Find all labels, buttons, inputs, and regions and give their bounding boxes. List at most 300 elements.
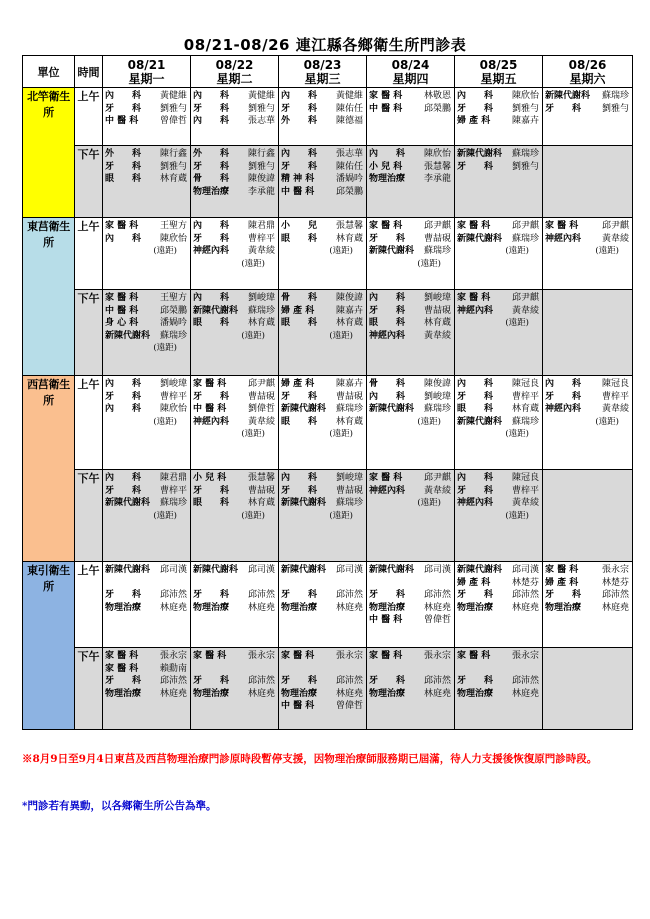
schedule-row-pm <box>23 146 633 218</box>
doctor-name: 蘇瑞珍 <box>511 416 539 427</box>
clinic-entry <box>105 485 187 498</box>
clinic-entry <box>281 589 363 602</box>
clinic-entry <box>105 403 187 416</box>
doctor-name: 邱司漢 <box>247 565 275 575</box>
doctor-name: 張志華 <box>247 116 275 126</box>
clinic-entry <box>369 161 451 174</box>
doctor-name: 曹喆硯 <box>335 485 363 496</box>
department: 婦 產 科 <box>281 305 315 316</box>
clinic-entry <box>193 103 275 116</box>
clinic-entry <box>105 292 187 305</box>
schedule-cell <box>543 562 633 648</box>
doctor-name: 張永宗 <box>423 651 451 661</box>
remote-note: (遠距) <box>505 510 529 521</box>
clinic-entry <box>193 90 275 103</box>
doctor-name: 陳欣怡 <box>423 149 451 159</box>
department: 新陳代謝科 <box>281 404 327 414</box>
department: 牙 科 <box>281 590 318 600</box>
department: 內 科 <box>369 391 406 402</box>
schedule-row-pm <box>23 470 633 562</box>
clinic-entry <box>193 564 275 577</box>
schedule-cell <box>455 562 543 648</box>
clinic-entry <box>369 403 451 416</box>
department: 牙 科 <box>105 485 142 496</box>
doctor-name: 張永宗 <box>159 651 187 661</box>
schedule-cell <box>367 470 455 562</box>
doctor-name: 林楚芬 <box>601 577 629 588</box>
clinic-entry <box>105 103 187 116</box>
remote-note: (遠距) <box>241 510 265 521</box>
doctor-name: 劉雅勻 <box>159 103 187 114</box>
department: 物理治療 <box>281 602 318 613</box>
schedule-cell <box>543 470 633 562</box>
doctor-name: 李承龍 <box>423 174 451 184</box>
department: 家 醫 科 <box>369 91 403 101</box>
department: 小 兒 科 <box>193 473 227 483</box>
clinic-entry <box>105 115 187 128</box>
doctor-name: 邱沛然 <box>335 676 363 686</box>
doctor-name: 劉峻瑋 <box>247 293 275 303</box>
department: 牙 科 <box>457 590 494 600</box>
department: 牙 科 <box>193 391 230 402</box>
clinic-entry <box>457 497 539 510</box>
remote-note: (遠距) <box>329 429 353 439</box>
clinic-entry <box>281 391 363 404</box>
clinic-entry <box>369 614 451 627</box>
doctor-name: 劉峻瑋 <box>335 473 363 483</box>
period-label: 上午 <box>75 562 103 648</box>
clinic-entry <box>193 416 275 429</box>
department: 家 醫 科 <box>193 651 227 661</box>
doctor-name: 林育蔵 <box>511 404 539 414</box>
department: 內 科 <box>193 91 230 101</box>
department: 牙 科 <box>193 103 230 114</box>
clinic-entry <box>281 220 363 233</box>
doctor-name: 林庭堯 <box>423 602 451 613</box>
schedule-cell <box>455 88 543 146</box>
schedule-cell <box>191 562 279 648</box>
department: 神經內科 <box>193 416 230 427</box>
doctor-name: 邱沛然 <box>601 590 629 600</box>
department: 中 醫 科 <box>105 305 139 316</box>
clinic-entry <box>105 650 187 663</box>
clinic-entry <box>281 663 363 676</box>
doctor-name: 蘇瑞珍 <box>423 404 451 414</box>
schedule-row-am <box>23 218 633 290</box>
clinic-entry <box>369 602 451 615</box>
day-header: 08/26 星期六 <box>543 56 633 88</box>
clinic-entry <box>457 663 539 676</box>
doctor-name: 黃韋綾 <box>511 498 539 508</box>
clinic-entry <box>369 103 451 116</box>
department: 新陳代謝科 <box>281 498 327 508</box>
schedule-cell <box>455 376 543 470</box>
doctor-name: 林楚芬 <box>511 577 539 588</box>
clinic-entry <box>281 472 363 485</box>
department: 內 科 <box>281 473 318 483</box>
clinic-entry <box>545 378 629 391</box>
department: 內 科 <box>457 379 494 389</box>
department: 內 科 <box>105 404 142 414</box>
doctor-name: 陳欣怡 <box>511 91 539 101</box>
doctor-name: 邱榮鵬 <box>335 186 363 197</box>
doctor-name: 邱司漢 <box>511 565 539 575</box>
department: 牙 科 <box>193 161 230 172</box>
department: 神經內科 <box>193 246 230 256</box>
clinic-entry <box>281 403 363 416</box>
clinic-entry <box>369 589 451 602</box>
clinic-entry <box>281 675 363 688</box>
day-header: 08/21 星期一 <box>103 56 191 88</box>
clinic-entry <box>545 602 629 615</box>
department: 牙 科 <box>193 233 230 244</box>
clinic-schedule-table <box>22 55 633 730</box>
department: 家 醫 科 <box>457 651 491 661</box>
notice-physio-suspension: ※8月9日至9月4日東莒及西莒物理治療門診原時段暫停支援，因物理治療師服務期已屆滿，待人力支援後恢復原門診時段。 <box>22 753 598 765</box>
clinic-entry <box>457 564 539 577</box>
doctor-name: 邱榮鵬 <box>159 305 187 316</box>
clinic-entry <box>105 391 187 404</box>
department: 內 科 <box>193 293 230 303</box>
doctor-name: 劉雅勻 <box>247 103 275 114</box>
clinic-entry <box>369 148 451 161</box>
doctor-name: 黃韋綾 <box>601 233 629 244</box>
doctor-name: 王聖方 <box>159 293 187 303</box>
department: 神經內科 <box>369 485 406 496</box>
schedule-row-pm <box>23 290 633 376</box>
doctor-name: 邱沛然 <box>335 590 363 600</box>
clinic-entry <box>193 472 275 485</box>
clinic-entry <box>105 472 187 485</box>
unit-header: 單位 <box>23 56 75 88</box>
department: 牙 科 <box>105 161 142 172</box>
department: 新陳代謝科 <box>369 246 415 256</box>
doctor-name: 陳君鼎 <box>247 221 275 231</box>
department: 牙 科 <box>105 676 142 686</box>
clinic-name: 北竿衛生所 <box>23 88 75 218</box>
department: 牙 科 <box>281 103 318 114</box>
clinic-entry <box>457 391 539 404</box>
department: 家 醫 科 <box>105 293 139 303</box>
schedule-cell <box>543 376 633 470</box>
clinic-entry <box>545 103 629 116</box>
header-row <box>23 56 633 88</box>
department: 神經內科 <box>545 233 582 244</box>
doctor-name: 邱尹麒 <box>511 293 539 303</box>
period-label: 下午 <box>75 290 103 376</box>
clinic-entry <box>369 688 451 701</box>
clinic-entry <box>545 233 629 246</box>
doctor-name: 林庭堯 <box>247 602 275 613</box>
department: 中 醫 科 <box>105 116 139 126</box>
department: 小 兒 <box>281 221 318 231</box>
doctor-name: 劉雅勻 <box>159 161 187 172</box>
doctor-name: 陳君鼎 <box>159 473 187 483</box>
doctor-name: 黃健維 <box>335 91 363 101</box>
remote-note: (遠距) <box>595 246 619 256</box>
doctor-name: 邱尹麒 <box>423 473 451 483</box>
doctor-name: 陳嘉卉 <box>335 305 363 316</box>
department: 中 醫 科 <box>281 186 315 197</box>
time-header: 時間 <box>75 56 103 88</box>
clinic-entry <box>281 173 363 186</box>
doctor-name: 陳冠良 <box>601 379 629 389</box>
clinic-entry <box>369 675 451 688</box>
remote-note: (遠距) <box>153 246 177 256</box>
doctor-name: 林育蔵 <box>335 318 363 328</box>
doctor-name: 邱尹麒 <box>247 379 275 389</box>
department: 新陳代謝科 <box>193 565 239 575</box>
clinic-entry <box>457 90 539 103</box>
clinic-entry <box>193 305 275 318</box>
department: 牙 科 <box>281 485 318 496</box>
doctor-name: 曹梓平 <box>601 391 629 402</box>
schedule-cell <box>103 290 191 376</box>
department: 內 科 <box>105 233 142 244</box>
doctor-name: 劉雅勻 <box>511 161 539 172</box>
department: 家 醫 科 <box>545 221 579 231</box>
schedule-cell <box>367 376 455 470</box>
clinic-entry <box>105 564 187 577</box>
doctor-name: 劉峻瑋 <box>423 391 451 402</box>
schedule-cell <box>367 88 455 146</box>
schedule-cell <box>367 290 455 376</box>
doctor-name: 曾偉哲 <box>159 116 187 126</box>
doctor-name: 張志華 <box>335 149 363 159</box>
page-title: 08/21-08/26 連江縣各鄉衛生所門診表 <box>183 36 467 54</box>
clinic-entry <box>369 317 451 330</box>
department: 新陳代謝科 <box>105 330 151 341</box>
schedule-row-pm <box>23 648 633 730</box>
clinic-entry <box>369 245 451 258</box>
department: 牙 科 <box>193 485 230 496</box>
doctor-name: 劉雅勻 <box>247 161 275 172</box>
doctor-name: 曹喆硯 <box>423 305 451 316</box>
doctor-name: 陳嘉卉 <box>335 379 363 389</box>
department: 家 醫 科 <box>105 663 139 674</box>
remote-note: (遠距) <box>329 510 353 521</box>
department: 新陳代謝科 <box>457 565 503 575</box>
clinic-entry <box>545 391 629 404</box>
doctor-name: 張永宗 <box>335 651 363 661</box>
schedule-cell <box>103 376 191 470</box>
schedule-cell <box>367 146 455 218</box>
doctor-name: 陳佑任 <box>335 103 363 114</box>
clinic-entry <box>369 485 451 498</box>
department: 物理治療 <box>193 602 230 613</box>
schedule-cell <box>367 562 455 648</box>
department: 牙 科 <box>457 676 494 686</box>
clinic-entry <box>105 497 187 510</box>
doctor-name: 邱尹麒 <box>601 221 629 231</box>
doctor-name: 林育蔵 <box>247 318 275 328</box>
clinic-entry <box>545 403 629 416</box>
schedule-cell <box>103 648 191 730</box>
day-header: 08/22 星期二 <box>191 56 279 88</box>
department: 眼 科 <box>281 416 318 427</box>
clinic-entry <box>105 602 187 615</box>
doctor-name: 林育蔵 <box>159 174 187 184</box>
schedule-cell <box>279 562 367 648</box>
clinic-entry <box>193 497 275 510</box>
clinic-entry <box>457 103 539 116</box>
department: 牙 科 <box>545 391 582 402</box>
department: 家 醫 科 <box>281 651 315 661</box>
department: 家 醫 科 <box>193 379 227 389</box>
doctor-name: 陳俊諱 <box>335 293 363 303</box>
clinic-entry <box>545 90 629 103</box>
clinic-entry <box>281 305 363 318</box>
department: 中 醫 科 <box>281 701 315 711</box>
clinic-entry <box>193 115 275 128</box>
department: 婦 產 科 <box>457 577 491 588</box>
department: 家 醫 科 <box>457 221 491 231</box>
doctor-name: 黃韋綾 <box>247 246 275 256</box>
clinic-entry <box>457 305 539 318</box>
doctor-name: 蘇瑞珍 <box>159 498 187 508</box>
clinic-entry <box>457 220 539 233</box>
clinic-entry <box>105 90 187 103</box>
doctor-name: 陳德福 <box>335 116 363 126</box>
remote-note: (遠距) <box>153 416 177 427</box>
schedule-cell <box>367 648 455 730</box>
department: 家 醫 科 <box>105 221 139 231</box>
clinic-entry <box>105 161 187 174</box>
doctor-name: 林庭堯 <box>511 688 539 699</box>
period-label: 上午 <box>75 218 103 290</box>
doctor-name: 邱沛然 <box>423 590 451 600</box>
clinic-entry <box>369 577 451 590</box>
department: 內 科 <box>281 91 318 101</box>
department: 牙 科 <box>457 161 494 172</box>
department: 牙 科 <box>369 676 406 686</box>
clinic-entry <box>193 378 275 391</box>
clinic-entry <box>457 688 539 701</box>
doctor-name: 邱沛然 <box>423 676 451 686</box>
clinic-entry <box>193 485 275 498</box>
department: 骨 科 <box>369 379 406 389</box>
clinic-entry <box>281 650 363 663</box>
schedule-cell <box>543 218 633 290</box>
doctor-name: 王聖方 <box>159 221 187 231</box>
department: 內 科 <box>105 379 142 389</box>
clinic-entry <box>281 564 363 577</box>
clinic-entry <box>545 589 629 602</box>
department: 內 科 <box>369 149 406 159</box>
department: 新陳代謝科 <box>457 416 503 427</box>
clinic-entry <box>457 292 539 305</box>
schedule-cell <box>279 290 367 376</box>
clinic-entry <box>193 148 275 161</box>
department: 牙 科 <box>457 485 494 496</box>
clinic-entry <box>281 602 363 615</box>
department: 牙 科 <box>369 305 406 316</box>
doctor-name: 曹喆硯 <box>247 391 275 402</box>
department: 眼 科 <box>457 404 494 414</box>
clinic-entry <box>369 330 451 343</box>
doctor-name: 陳欣怡 <box>159 404 187 414</box>
schedule-cell <box>191 290 279 376</box>
department: 牙 科 <box>457 103 494 114</box>
period-label: 上午 <box>75 376 103 470</box>
department: 外 科 <box>105 149 142 159</box>
doctor-name: 曾偉哲 <box>423 615 451 625</box>
department: 物理治療 <box>105 602 142 613</box>
doctor-name: 張永宗 <box>511 651 539 661</box>
doctor-name: 陳佑任 <box>335 161 363 172</box>
period-label: 下午 <box>75 146 103 218</box>
clinic-name: 東引衛生所 <box>23 562 75 730</box>
department: 家 醫 科 <box>457 293 491 303</box>
clinic-entry <box>193 391 275 404</box>
department: 物理治療 <box>193 688 230 699</box>
department: 物理治療 <box>457 688 494 699</box>
remote-note: (遠距) <box>153 510 177 521</box>
doctor-name: 黃韋綾 <box>423 485 451 496</box>
doctor-name: 張慧馨 <box>423 161 451 172</box>
clinic-entry <box>281 148 363 161</box>
clinic-entry <box>369 220 451 233</box>
department: 物理治療 <box>369 602 406 613</box>
clinic-entry <box>369 305 451 318</box>
clinic-entry <box>369 233 451 246</box>
schedule-cell <box>279 218 367 290</box>
clinic-entry <box>105 233 187 246</box>
clinic-entry <box>193 602 275 615</box>
clinic-entry <box>105 577 187 590</box>
clinic-entry <box>193 589 275 602</box>
clinic-name: 西莒衛生所 <box>23 376 75 562</box>
department: 外 科 <box>281 116 318 126</box>
remote-note: (遠距) <box>417 258 441 269</box>
doctor-name: 陳俊諱 <box>247 174 275 184</box>
clinic-entry <box>369 292 451 305</box>
doctor-name: 蘇瑞珍 <box>601 91 629 101</box>
department: 家 醫 科 <box>105 651 139 661</box>
doctor-name: 劉偉哲 <box>247 404 275 414</box>
clinic-entry <box>369 472 451 485</box>
clinic-entry <box>193 233 275 246</box>
department: 牙 科 <box>281 676 318 686</box>
clinic-entry <box>105 675 187 688</box>
department: 新陳代謝科 <box>369 565 415 575</box>
clinic-entry <box>193 650 275 663</box>
remote-note: (遠距) <box>329 330 353 341</box>
clinic-entry <box>457 115 539 128</box>
clinic-entry <box>281 292 363 305</box>
clinic-entry <box>105 378 187 391</box>
schedule-cell <box>103 218 191 290</box>
doctor-name: 蘇瑞珍 <box>247 305 275 316</box>
department: 內 科 <box>369 293 406 303</box>
doctor-name: 林庭堯 <box>159 602 187 613</box>
doctor-name: 林庭堯 <box>335 602 363 613</box>
schedule-row-am <box>23 562 633 648</box>
clinic-entry <box>369 173 451 186</box>
clinic-entry <box>105 317 187 330</box>
doctor-name: 邱沛然 <box>511 590 539 600</box>
clinic-entry <box>105 589 187 602</box>
doctor-name: 曹梓平 <box>511 485 539 496</box>
doctor-name: 黃韋綾 <box>423 330 451 341</box>
schedule-cell <box>279 470 367 562</box>
department: 新陳代謝科 <box>457 233 503 244</box>
schedule-cell <box>367 218 455 290</box>
clinic-entry <box>281 161 363 174</box>
department: 牙 科 <box>193 590 230 600</box>
clinic-entry <box>369 650 451 663</box>
clinic-entry <box>281 485 363 498</box>
